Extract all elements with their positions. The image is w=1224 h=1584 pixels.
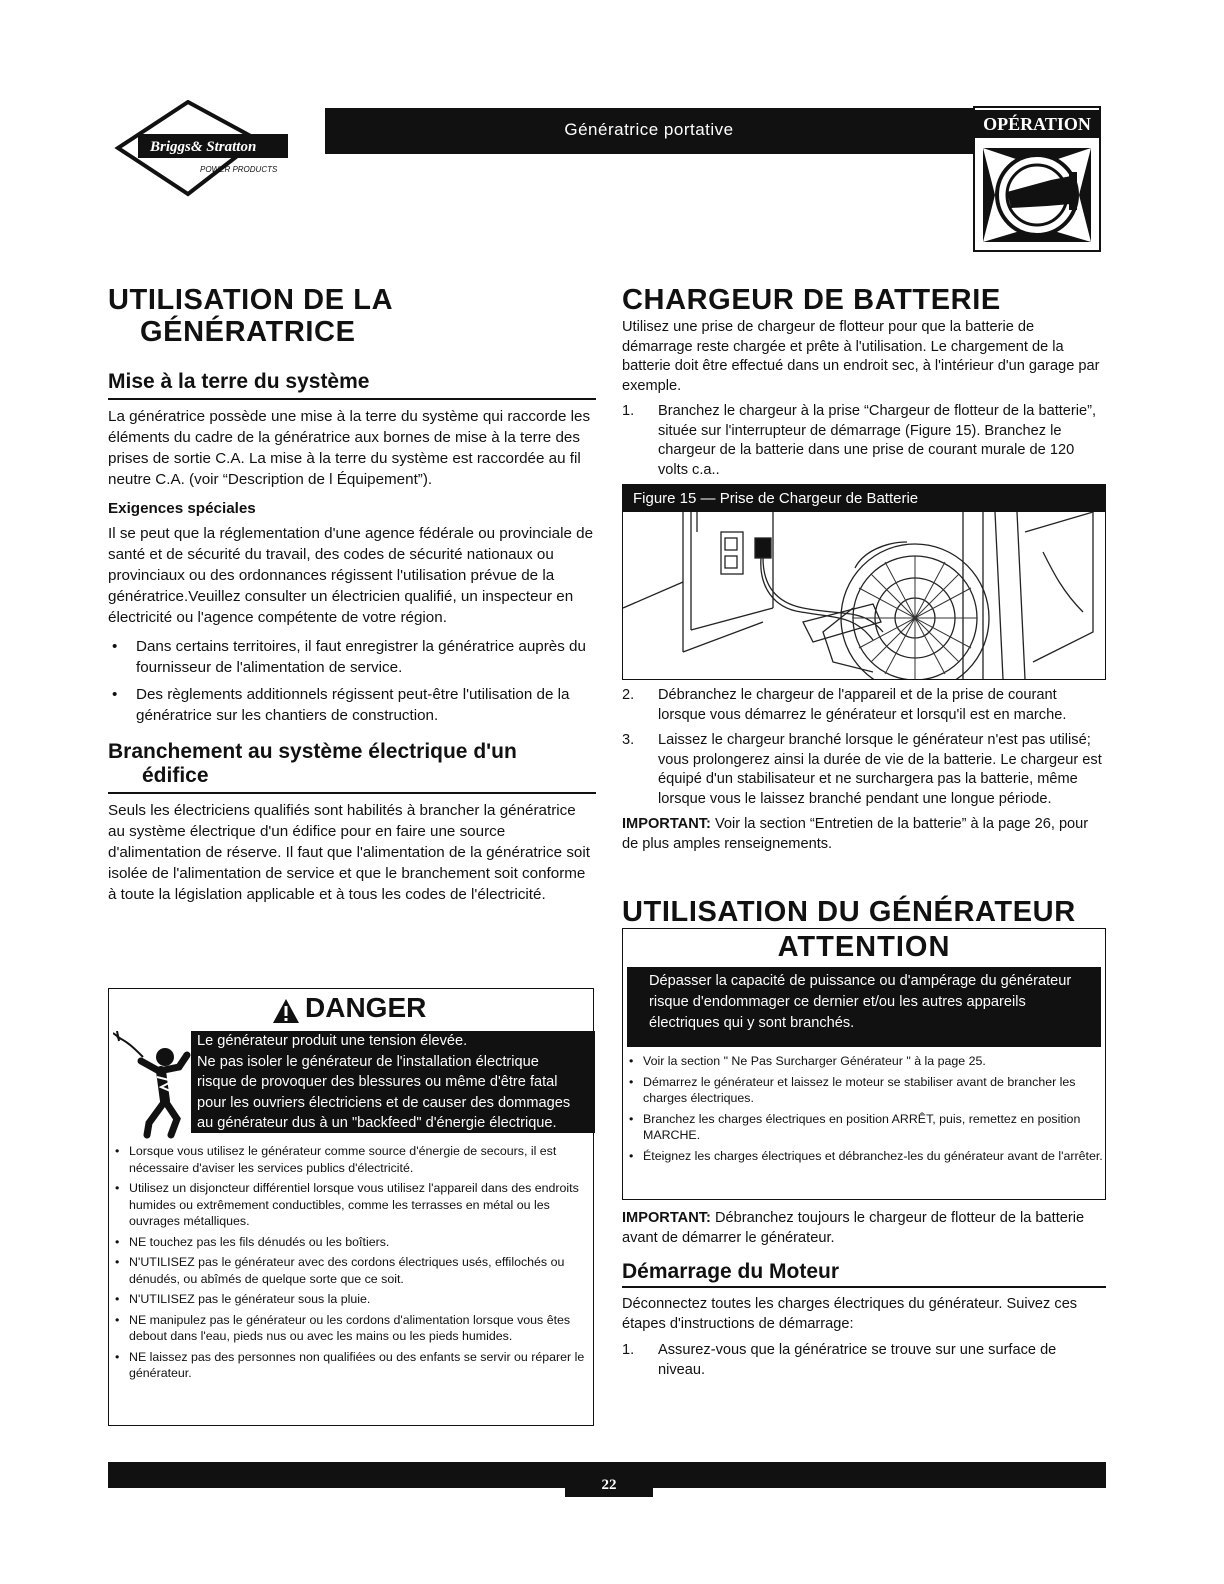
special-heading: Exigences spéciales — [108, 500, 256, 517]
usage-continued — [622, 1208, 1106, 1380]
figure-15 — [622, 484, 1106, 680]
charger-title: CHARGEUR DE BATTERIE — [622, 284, 1001, 316]
special-bullets — [108, 636, 596, 726]
page-number: 22 — [565, 1473, 653, 1497]
danger-title: DANGER — [305, 992, 427, 1023]
usage-title: UTILISATION DU GÉNÉRATEUR — [622, 896, 1076, 928]
danger-bullets — [109, 1143, 587, 1386]
list-item: • Voir la section " Ne Pas Surcharger Générateur " à la page 25. — [623, 1053, 1105, 1070]
start-step-1 — [622, 1340, 1106, 1380]
step-text: Laissez le chargeur branché lorsque le générateur n'est pas utilisé; vous prolongerez ainsi la durée de vie de la batterie. Le chargeur est équipé d'un stabilisateur et ne surchargera pas la batterie, même lorsque vous le laissez branché pendant une longue période. — [658, 732, 1102, 807]
list-item: • NE touchez pas les fils dénudés ou les boîtiers. — [109, 1234, 587, 1251]
left-title-line1: UTILISATION DE LA — [108, 284, 394, 316]
list-item: • Utilisez un disjoncteur différentiel lorsque vous utilisez l'appareil dans des endroits humides ou extrêmement conductibles, comme les terrasses en métal ou les ouvrages métalliques. — [109, 1180, 587, 1230]
right-column — [622, 284, 1106, 480]
start-text: Déconnectez toutes les charges électriques du générateur. Suivez ces étapes d'instructions de démarrage: — [622, 1296, 1078, 1332]
special-text: Il se peut que la réglementation d'une agence fédérale ou provinciale de santé et de sécurité du travail, des codes de sécurité nationaux ou provinciaux ou des ordonnances régissent l'utilisation prévue de la génératrice.Veuillez consulter un électricien qualifié, un inspecteur en électricité ou l'agence compétente de votre région. — [108, 525, 594, 626]
attention-message: Dépasser la capacité de puissance ou d'ampérage du générateur risque d'endommager ce dernier et/ou les autres appareils électriques qui y sont branchés. — [627, 967, 1101, 1047]
important-text: Débranchez toujours le chargeur de flotteur de la batterie avant de démarrer le générateur. — [622, 1210, 1085, 1246]
important-label: IMPORTANT: — [622, 816, 711, 832]
charger-step-1 — [622, 402, 1106, 480]
charger-steps-continued — [622, 686, 1106, 854]
danger-line: risque de provoquer des blessures ou même d'être fatal — [197, 1074, 558, 1090]
charger-text: Utilisez une prise de chargeur de flotteur pour que la batterie de démarrage reste chargée et prête à l'utilisation. Le chargement de la batterie doit être effectué dans un endroit sec, à l'intérieur d'un garage par exemple. — [622, 319, 1100, 394]
important-note-2 — [622, 1208, 1106, 1248]
danger-line: au générateur dus à un "backfeed" d'énergie électrique. — [197, 1115, 557, 1131]
connection-heading-line2: édifice — [108, 764, 596, 794]
svg-text:Briggs& Stratton: Briggs& Stratton — [150, 139, 257, 155]
step-number: 2. — [622, 687, 635, 703]
step-number: 1. — [622, 403, 635, 419]
connection-heading: Branchement au système électrique d'un — [108, 740, 517, 763]
list-item: • N'UTILISEZ pas le générateur avec des cordons électriques usés, effilochés ou dénudés, ou abîmés de quelque sorte que ce soit. — [109, 1254, 587, 1287]
step-text: Branchez le chargeur à la prise “Chargeur de flotteur de la batterie”, située sur l'interrupteur de démarrage (Figure 15). Branchez le chargeur de la batterie dans une prise de courant murale de 120 volts c.a.. — [658, 403, 1097, 478]
warning-triangle-icon — [272, 998, 300, 1024]
list-item: • NE manipulez pas le générateur ou les cordons d'alimentation lorsque vous êtes debout dans l'eau, pieds nus ou avec les mains ou les pieds humides. — [109, 1312, 587, 1345]
danger-line: Le générateur produit une tension élevée. — [197, 1033, 468, 1049]
list-item: • Démarrez le générateur et laissez le moteur se stabiliser avant de brancher les charges électriques. — [623, 1074, 1105, 1107]
operation-hand-switch-icon — [981, 146, 1093, 244]
danger-box — [108, 988, 594, 1426]
list-item: • NE laissez pas des personnes non qualifiées ou des enfants se servir ou réparer le générateur. — [109, 1349, 587, 1382]
step-number: 1. — [622, 1342, 635, 1358]
operation-badge — [973, 106, 1101, 252]
connection-text: Seuls les électriciens qualifiés sont habilités à brancher la génératrice au système électrique d'un édifice pour en faire une source d'alimentation de réserve. Il faut que l'alimentation de la génératrice soit isolée de l'alimentation de service et que le branchement soit conforme à toute la législation applicable et à tous les codes de l'électricité. — [108, 802, 590, 903]
list-item: • Des règlements additionnels régissent peut-être l'utilisation de la génératrice sur les chantiers de construction. — [108, 684, 596, 726]
danger-header — [109, 989, 593, 1027]
grounding-heading: Mise à la terre du système — [108, 370, 596, 400]
svg-text:POWER PRODUCTS: POWER PRODUCTS — [200, 165, 278, 174]
attention-bullets — [623, 1053, 1105, 1164]
list-item: • Dans certains territoires, il faut enregistrer la génératrice auprès du fournisseur de l'alimentation de service. — [108, 636, 596, 678]
danger-line: Ne pas isoler le générateur de l'installation électrique — [197, 1053, 539, 1070]
battery-charger-illustration — [623, 512, 1105, 679]
step-number: 3. — [622, 732, 635, 748]
list-item: • Éteignez les charges électriques et débranchez-les du générateur avant de l'arrêter. — [623, 1148, 1105, 1165]
electrocution-person-icon — [113, 1031, 195, 1139]
attention-box — [622, 928, 1106, 1200]
list-item: • N'UTILISEZ pas le générateur sous la pluie. — [109, 1291, 587, 1308]
figure-caption: Figure 15 — Prise de Chargeur de Batterie — [623, 485, 1105, 512]
operation-tab-label: OPÉRATION — [975, 110, 1099, 138]
attention-title: ATTENTION — [777, 931, 951, 963]
important-label: IMPORTANT: — [622, 1210, 711, 1226]
danger-line: pour les ouvriers électriciens et de causer des dommages — [197, 1094, 571, 1111]
charger-step-2 — [622, 686, 1106, 725]
left-column — [108, 284, 596, 905]
step-text: Assurez-vous que la génératrice se trouve sur une surface de niveau. — [658, 1342, 1057, 1378]
important-note-1 — [622, 815, 1106, 854]
header-title: Génératrice portative — [325, 108, 973, 154]
grounding-text: La génératrice possède une mise à la terre du système qui raccorde les éléments du cadre de la génératrice aux bornes de mise à la terre des prises de sortie C.A. La mise à la terre du système est raccordée au fil neutre C.A. (voir “Description de l Équipement”). — [108, 408, 591, 488]
list-item: • Branchez les charges électriques en position ARRÊT, puis, remettez en position MARCHE. — [623, 1111, 1105, 1144]
briggs-stratton-logo — [108, 100, 330, 198]
left-title-line2: GÉNÉRATRICE — [140, 316, 356, 348]
start-heading: Démarrage du Moteur — [622, 1260, 1106, 1288]
charger-step-3 — [622, 731, 1106, 809]
important-text: Voir la section “Entretien de la batterie” à la page 26, pour de plus amples renseignements. — [622, 816, 1089, 852]
danger-message — [191, 1031, 595, 1133]
list-item: • Lorsque vous utilisez le générateur comme source d'énergie de secours, il est nécessaire d'aviser les services publics d'électricité. — [109, 1143, 587, 1176]
step-text: Débranchez le chargeur de l'appareil et de la prise de courant lorsque vous démarrez le générateur et lorsqu'il est en marche. — [658, 687, 1067, 723]
